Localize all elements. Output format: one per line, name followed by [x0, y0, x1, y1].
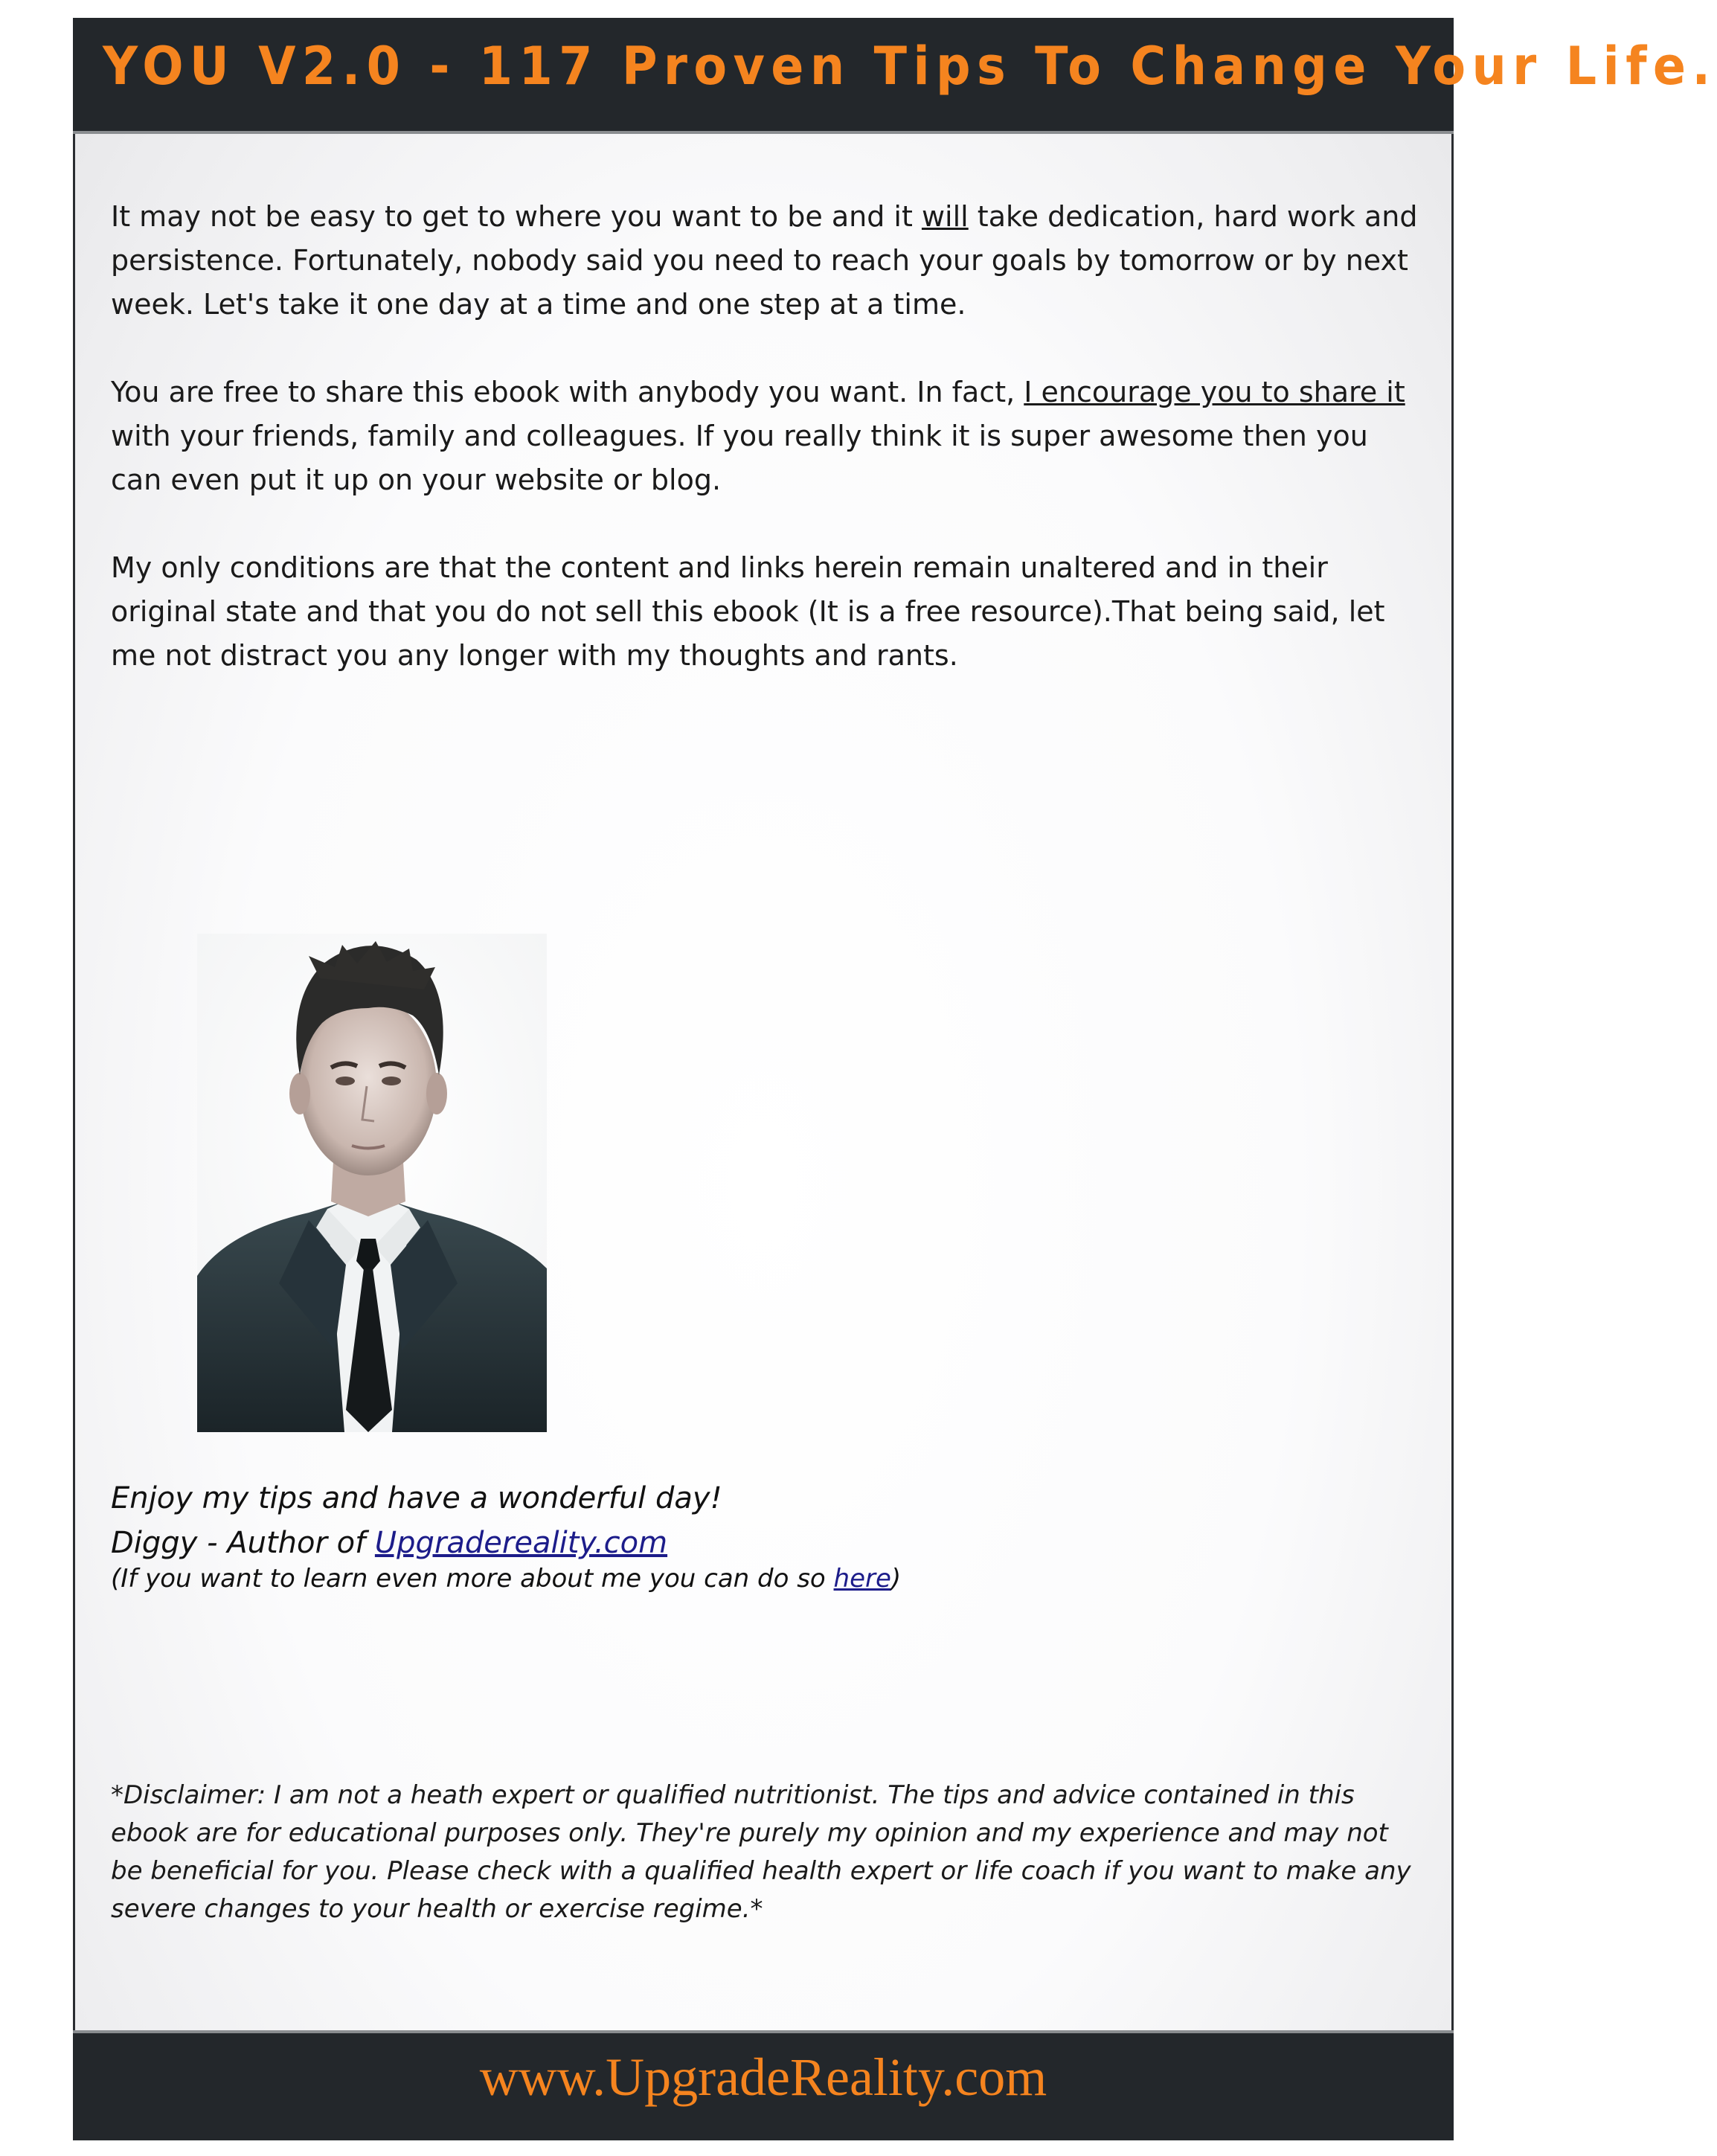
author-prefix: Diggy - Author of	[111, 1526, 375, 1560]
about-text-before: (If you want to learn even more about me you can do so	[111, 1564, 834, 1594]
ebook-title: YOU V2.0 - 117 Proven Tips To Change Your Life.	[103, 36, 1717, 97]
p1-text-b: take dedication, hard work and persistence. Fortunately, nobody said you need to reach your goals by tomorrow or by next week. Let's take it one day at a time and one step at a time.	[111, 200, 1418, 321]
signoff-block	[111, 1476, 722, 1565]
about-me-line	[111, 1564, 901, 1594]
footer-bar	[73, 2030, 1454, 2140]
header-bar	[73, 18, 1717, 134]
intro-paragraph-3: My only conditions are that the content and links herein remain unaltered and in their original state and that you do not sell this ebook (It is a free resource).That being said, let me not distract you any longer with my thoughts and rants.	[111, 551, 1385, 672]
author-portrait	[197, 934, 547, 1432]
disclaimer-text: *Disclaimer: I am not a heath expert or qualified nutritionist. The tips and advice contained in this ebook are for educational purposes only. They're purely my opinion and my experience and may not be beneficial for you. Please check with a qualified health expert or life coach if you want to make any severe changes to your health or exercise regime.*	[111, 1780, 1411, 1924]
intro-paragraph-2	[111, 370, 1428, 502]
p2-text-b: with your friends, family and colleagues. If you really think it is super awesome then you can even put it up on your website or blog.	[111, 420, 1368, 496]
signoff-author-line	[111, 1521, 722, 1565]
upgradereality-link[interactable]: Upgradereality.com	[374, 1526, 668, 1560]
p1-underlined-will: will	[921, 200, 969, 233]
signoff-greeting: Enjoy my tips and have a wonderful day!	[111, 1481, 722, 1515]
about-text-after: )	[890, 1564, 902, 1594]
p2-underlined-share: I encourage you to share it	[1024, 376, 1405, 408]
p2-text-a: You are free to share this ebook with anybody you want. In fact,	[111, 376, 1024, 408]
intro-paragraph-1	[111, 195, 1428, 327]
p1-text-a: It may not be easy to get to where you want to be and it	[111, 200, 922, 233]
about-me-here-link[interactable]: here	[833, 1564, 891, 1594]
footer-website-url: www.UpgradeReality.com	[479, 2047, 1047, 2107]
